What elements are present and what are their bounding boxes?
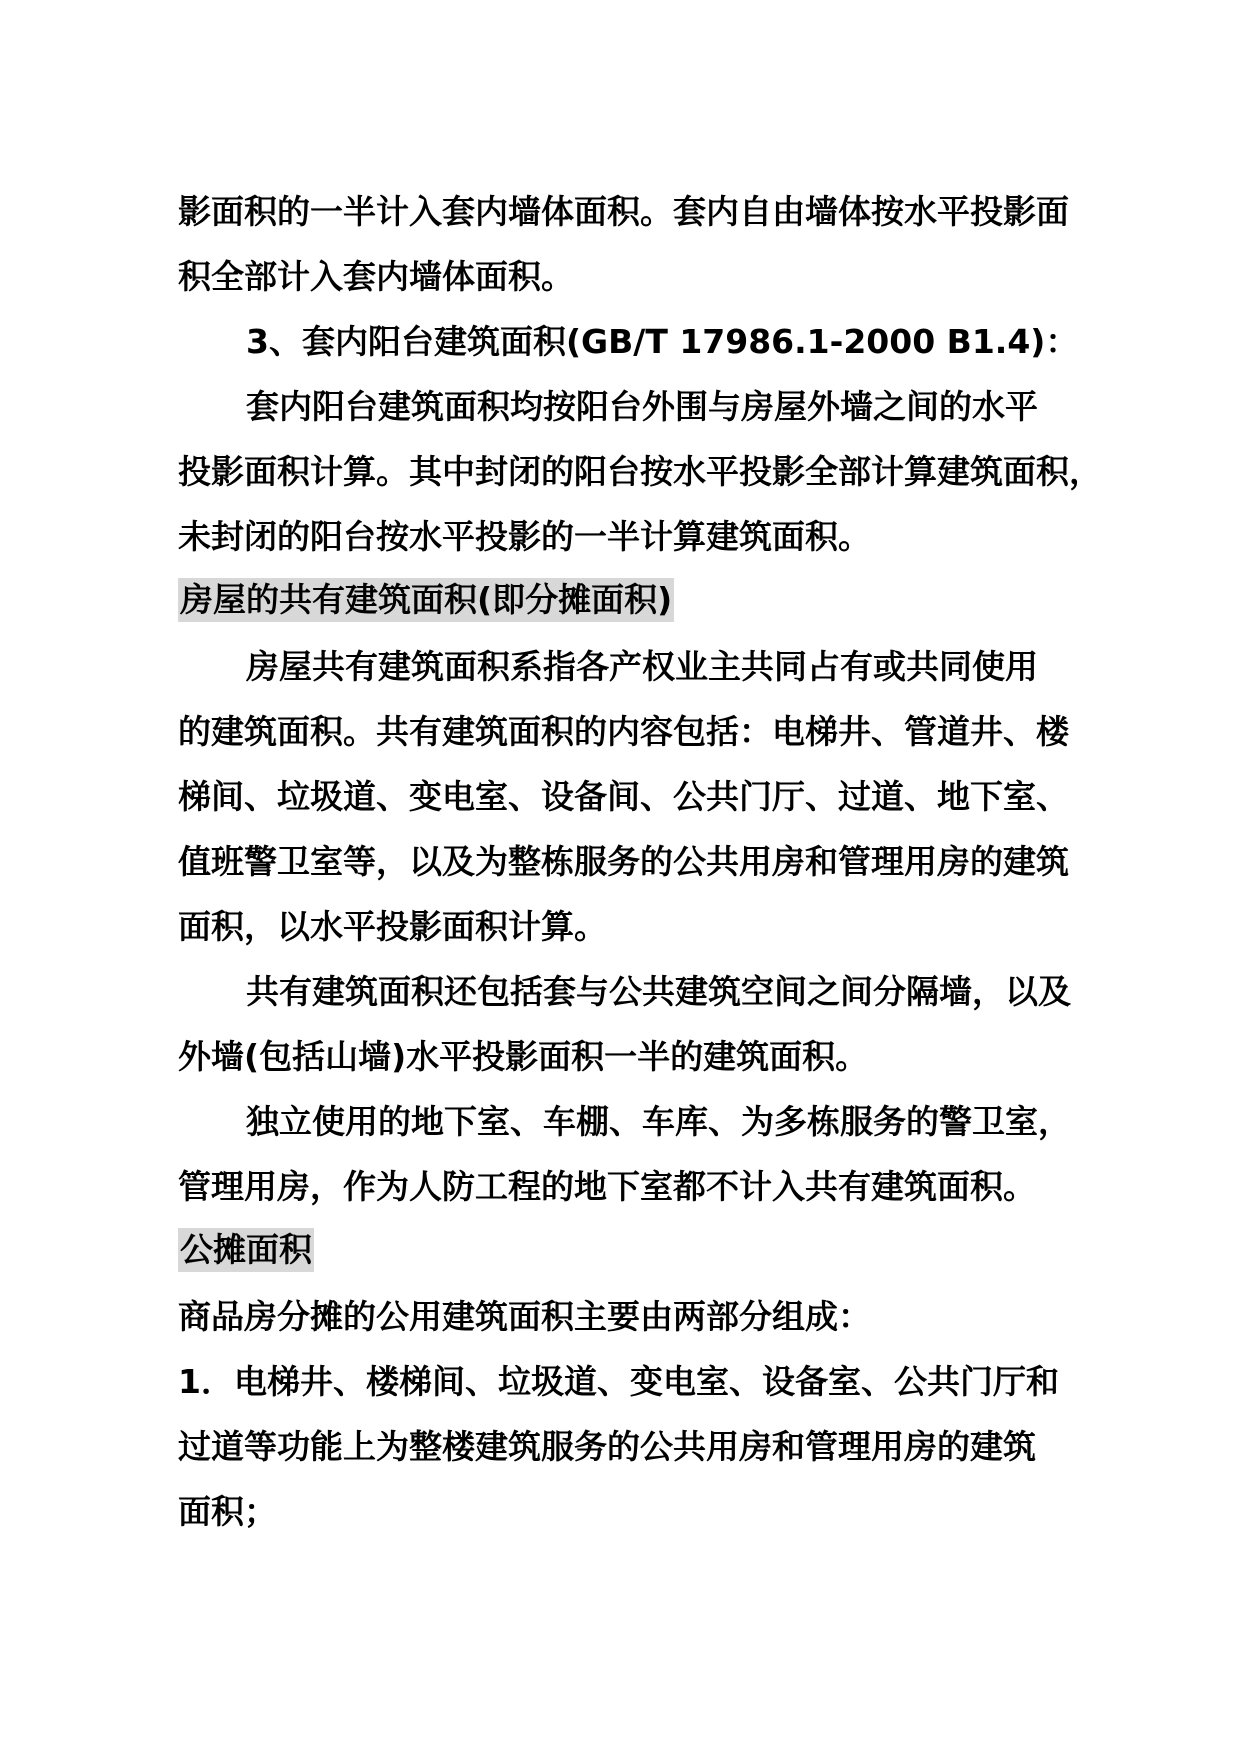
- paragraph-line: 房屋共有建筑面积系指各产权业主共同占有或共同使用: [246, 647, 1038, 686]
- paragraph-line: 套内阳台建筑面积均按阳台外围与房屋外墙之间的水平: [246, 387, 1038, 426]
- paragraph-line: 投影面积计算。其中封闭的阳台按水平投影全部计算建筑面积，: [178, 452, 1102, 491]
- list-item-line: 过道等功能上为整楼建筑服务的公共用房和管理用房的建筑: [178, 1427, 1036, 1466]
- paragraph-line: 影面积的一半计入套内墙体面积。套内自由墙体按水平投影面: [178, 192, 1069, 231]
- paragraph-line: 未封闭的阳台按水平投影的一半计算建筑面积。: [178, 517, 871, 556]
- list-item-line: 面积；: [178, 1492, 277, 1531]
- paragraph-line: 面积，以水平投影面积计算。: [178, 907, 607, 946]
- paragraph-line: 梯间、垃圾道、变电室、设备间、公共门厅、过道、地下室、: [178, 777, 1069, 816]
- section-heading-3: 3、套内阳台建筑面积(GB/T 17986.1-2000 B1.4)：: [246, 322, 1079, 361]
- paragraph-line: 商品房分摊的公用建筑面积主要由两部分组成：: [178, 1297, 871, 1336]
- paragraph-line: 共有建筑面积还包括套与公共建筑空间之间分隔墙，以及: [246, 972, 1071, 1011]
- highlighted-heading-shared-area: 房屋的共有建筑面积(即分摊面积): [178, 578, 674, 622]
- paragraph-line: 外墙(包括山墙)水平投影面积一半的建筑面积。: [178, 1037, 869, 1076]
- paragraph-line: 值班警卫室等，以及为整栋服务的公共用房和管理用房的建筑: [178, 842, 1069, 881]
- paragraph-line: 管理用房，作为人防工程的地下室都不计入共有建筑面积。: [178, 1167, 1036, 1206]
- paragraph-line: 独立使用的地下室、车棚、车库、为多栋服务的警卫室，: [246, 1102, 1071, 1141]
- highlighted-heading-public-area: 公摊面积: [178, 1228, 314, 1272]
- list-item-line: 1．电梯井、楼梯间、垃圾道、变电室、设备室、公共门厅和: [178, 1362, 1059, 1401]
- paragraph-line: 积全部计入套内墙体面积。: [178, 257, 574, 296]
- paragraph-line: 的建筑面积。共有建筑面积的内容包括：电梯井、管道井、楼: [178, 712, 1069, 751]
